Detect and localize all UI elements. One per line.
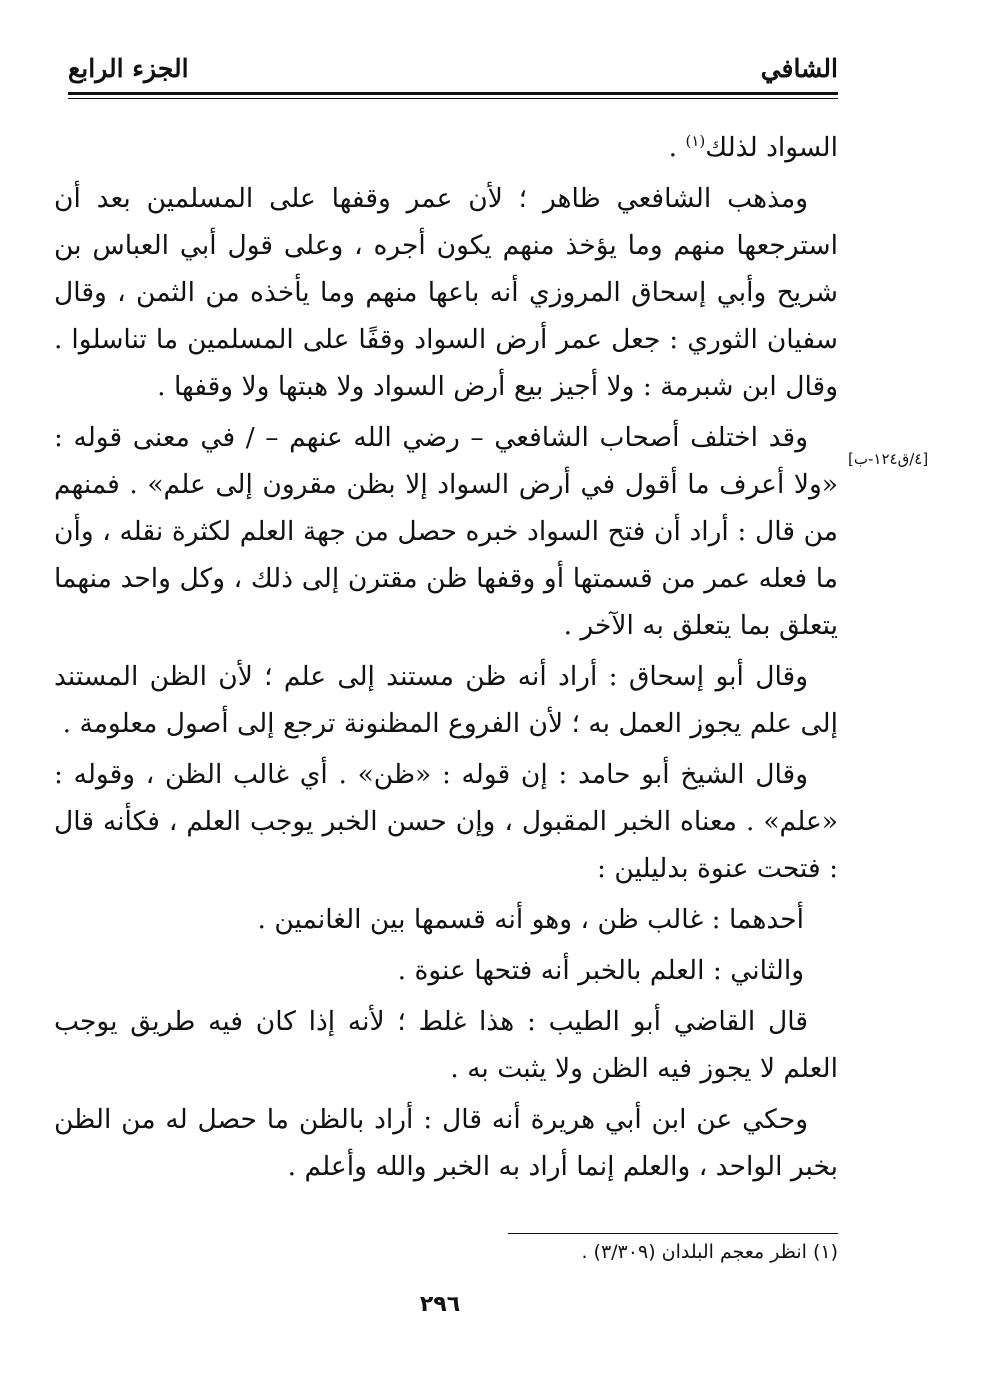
paragraph-3: وقد اختلف أصحاب الشافعي – رضي الله عنهم – / في معنى قوله : «ولا أعرف ما أقول في أرض السواد إلا بظن مقرون إلى علم» . فمنهم من قال : أراد أن فتح السواد خبره حصل من جهة العلم لكثرة نقله ، وأن ما فعله عمر من قسمتها أو وقفها ظن مقترن إلى ذلك ، وكل واحد منهما يتعلق بما يتعلق به الآخر . — [54, 422, 838, 641]
paragraph-1-text: السواد لذلك — [705, 132, 838, 163]
running-title-volume: الجزء الرابع — [68, 54, 189, 83]
paragraph-2: ومذهب الشافعي ظاهر ؛ لأن عمر وقفها على المسلمين بعد أن استرجعها منهم وما يؤخذ منهم يكون أجره ، وعلى قول أبي العباس بن شريح وأبي إسحاق المروزي أنه باعها منهم وما يأخذه من الثمن ، وقال سفيان الثوري : جعل عمر أرض السواد وقفًا على المسلمين ما تناسلوا . وقال ابن شبرمة : ولا أجيز بيع أرض السواد ولا هبتها ولا وقفها . — [54, 183, 838, 402]
paragraph-1 — [54, 124, 838, 171]
footnote: (١) انظر معجم البلدان (٣/٣٠٩) . — [581, 1241, 838, 1263]
main-text — [54, 124, 838, 1194]
sub-line-2: والثاني : العلم بالخبر أنه فتحها عنوة . — [397, 955, 804, 986]
header-rule-thin — [68, 98, 838, 99]
paragraph-7: وحكي عن ابن أبي هريرة أنه قال : أراد بالظن ما حصل له من الظن بخبر الواحد ، والعلم إنما أراد به الخبر والله وأعلم . — [54, 1104, 838, 1182]
paragraph-1-tail: . — [668, 132, 686, 163]
sub-line-1: أحدهما : غالب ظن ، وهو أنه قسمها بين الغانمين . — [257, 904, 804, 935]
paragraph-5: وقال الشيخ أبو حامد : إن قوله : «ظن» . أي غالب الظن ، وقوله : «علم» . معناه الخبر المقبول ، وإن حسن الخبر يوجب العلم ، فكأنه قال : فتحت عنوة بدليلين : — [54, 759, 838, 884]
paragraph-6: قال القاضي أبو الطيب : هذا غلط ؛ لأنه إذا كان فيه طريق يوجب العلم لا يجوز فيه الظن ولا يثبت به . — [54, 1006, 838, 1084]
running-title-book: الشافي — [760, 54, 838, 83]
paragraph-4: وقال أبو إسحاق : أراد أنه ظن مستند إلى علم ؛ لأن الظن المستند إلى علم يجوز العمل به ؛ لأن الفروع المظنونة ترجع إلى أصول معلومة . — [54, 661, 838, 739]
header-rule-thick — [68, 92, 838, 95]
manuscript-folio-note: [٤/ق١٢٤-ب] — [848, 450, 929, 468]
page-number: ٢٩٦ — [419, 1292, 461, 1317]
footnote-separator — [508, 1233, 838, 1234]
page-header — [68, 52, 838, 92]
footnote-reference-mark: (١) — [685, 132, 706, 151]
